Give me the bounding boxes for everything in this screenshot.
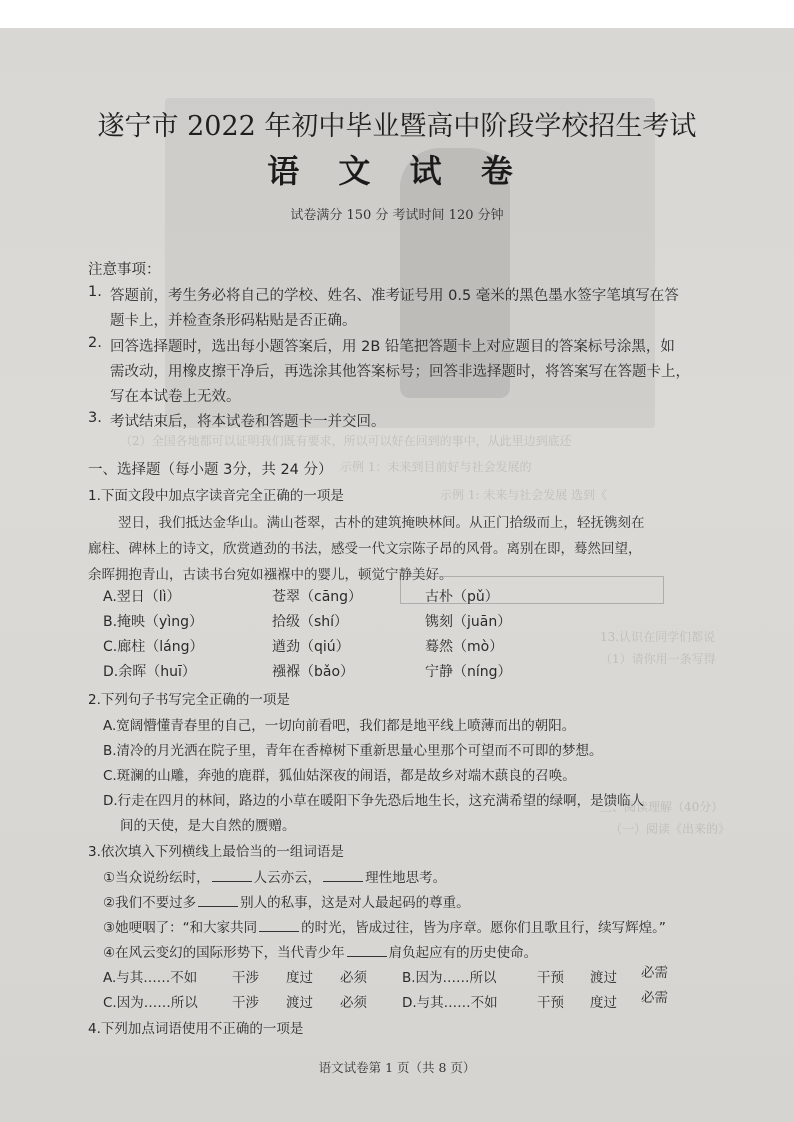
q3-option-d-w4: 必需 bbox=[641, 990, 668, 1006]
q1-option-b2: 拾级（shí） bbox=[272, 614, 349, 630]
q3-line-4 bbox=[103, 941, 537, 961]
q3-option-a-w2: 干涉 bbox=[232, 970, 259, 986]
q3-text: ④在风云变幻的国际形势下，当代青少年 bbox=[103, 945, 345, 961]
note-number: 2. bbox=[88, 335, 102, 351]
q3-text: ①当众说纷纭时， bbox=[103, 870, 210, 886]
q3-line-2 bbox=[103, 891, 470, 911]
note-number: 3. bbox=[88, 410, 102, 426]
q2-option-d: D.行走在四月的林间，路边的小草在暖阳下争先恐后地生长，这充满希望的绿啊，是馈临人 bbox=[103, 793, 645, 809]
q2-option-b: B.清冷的月光洒在院子里，青年在香樟树下重新思量心里那个可望而不可即的梦想。 bbox=[103, 743, 603, 759]
note-text: 答题前，考生务必将自己的学校、姓名、准考证号用 0.5 毫米的黑色墨水签字笔填写在答 bbox=[110, 288, 679, 304]
show-through-text: （2）全国各地都可以证明我们既有要求，所以可以好在回到的事中，从此里边到底还 bbox=[120, 434, 572, 448]
question-stem: 3.依次填入下列横线上最恰当的一组词语是 bbox=[88, 844, 344, 860]
q2-option-c: C.斑澜的山雕，奔弛的鹿群，狐仙姑深夜的闹语，都是故乡对端木蕻良的召唤。 bbox=[103, 768, 576, 784]
q3-option-b: B.因为……所以 bbox=[402, 970, 497, 986]
passage-line: 余晖拥抱青山，古读书台宛如襁褓中的婴儿，顿觉宁静美好。 bbox=[88, 567, 453, 583]
q1-option-c: C.廊柱（láng） bbox=[103, 639, 204, 655]
question-stem: 4.下列加点词语使用不正确的一项是 bbox=[88, 1021, 304, 1037]
q1-option-b: B.掩映（yìng） bbox=[103, 614, 203, 630]
q1-option-b3: 镌刻（juān） bbox=[425, 614, 512, 630]
exam-title: 遂宁市 2022 年初中毕业暨高中阶段学校招生考试 bbox=[97, 111, 697, 142]
q3-option-d: D.与其……不如 bbox=[402, 995, 498, 1011]
q3-option-b-w2: 干预 bbox=[537, 970, 564, 986]
show-through-text: 13.认识在同学们都说 bbox=[600, 630, 716, 644]
note-text: 题卡上，并检查条形码粘贴是否正确。 bbox=[110, 313, 357, 329]
show-through-text: 示例 1: 未来与社会发展 选到《 bbox=[440, 488, 608, 502]
page-footer: 语文试卷第 1 页（共 8 页） bbox=[318, 1060, 476, 1075]
q3-option-b-w3: 渡过 bbox=[590, 970, 617, 986]
blank bbox=[347, 944, 387, 957]
q3-text: 别人的私事，这是对人最起码的尊重。 bbox=[240, 895, 470, 911]
q3-option-a-w3: 度过 bbox=[286, 970, 313, 986]
question-stem: 1.下面文段中加点字读音完全正确的一项是 bbox=[88, 488, 344, 504]
show-through-text: 示例 1：未来到目前好与社会发展的 bbox=[340, 460, 532, 474]
q3-text: 理性地思考。 bbox=[365, 870, 447, 886]
q3-option-a: A.与其……不如 bbox=[103, 970, 198, 986]
q3-option-a-w4: 必须 bbox=[340, 970, 367, 986]
note-number: 1. bbox=[88, 284, 102, 300]
q3-text: ③她哽咽了：“和大家共同 bbox=[103, 920, 258, 936]
q1-option-a2: 苍翠（cāng） bbox=[272, 589, 363, 605]
question-stem: 2.下列句子书写完全正确的一项是 bbox=[88, 692, 290, 708]
show-through-text: （1）请你用一条写得 bbox=[600, 652, 716, 666]
q3-option-c: C.因为……所以 bbox=[103, 995, 198, 1011]
note-text: 回答选择题时，选出每小题答案后，用 2B 铅笔把答题卡上对应题目的答案标号涂黑，如 bbox=[110, 339, 675, 355]
blank bbox=[259, 919, 299, 932]
q3-text: ②我们不要过多 bbox=[103, 895, 197, 911]
q2-option-d-cont: 间的天使，是大自然的赝赠。 bbox=[120, 818, 296, 834]
q2-option-a: A.宽阔懵懂青春里的自己，一切向前看吧，我们都是地平线上喷薄而出的朝阳。 bbox=[103, 718, 576, 734]
show-through-text: 三、阅读理解（40分） bbox=[600, 800, 724, 814]
note-text: 写在本试卷上无效。 bbox=[110, 389, 241, 405]
q3-text: 的时光，皆成过往，皆为序章。愿你们且歌且行，续写辉煌。” bbox=[301, 920, 666, 936]
q3-option-d-w3: 度过 bbox=[590, 995, 617, 1011]
q3-text: 人云亦云， bbox=[253, 870, 322, 886]
q3-line-3 bbox=[103, 916, 666, 936]
q3-line-1 bbox=[103, 866, 446, 886]
exam-info: 试卷满分 150 分 考试时间 120 分钟 bbox=[290, 208, 504, 223]
q1-option-d3: 宁静（níng） bbox=[425, 664, 512, 680]
notes-heading: 注意事项： bbox=[88, 262, 161, 278]
blank bbox=[198, 894, 238, 907]
blank bbox=[212, 869, 252, 882]
note-text: 需改动，用橡皮擦干净后，再选涂其他答案标号；回答非选择题时，将答案写在答题卡上， bbox=[110, 364, 690, 380]
q1-option-d: D.余晖（huī） bbox=[103, 664, 196, 680]
passage-line: 翌日，我们抵达金华山。满山苍翠，古朴的建筑掩映林间。从正门拾级而上，轻抚镌刻在 bbox=[118, 515, 645, 531]
q1-option-a3: 古朴（pǔ） bbox=[425, 589, 499, 605]
q1-option-c2: 遒劲（qiú） bbox=[272, 639, 350, 655]
passage-line: 廊柱、碑林上的诗文，欣赏遒劲的书法，感受一代文宗陈子昂的风骨。离别在即，蓦然回望， bbox=[88, 541, 642, 557]
blank bbox=[323, 869, 363, 882]
q3-option-d-w2: 干预 bbox=[537, 995, 564, 1011]
q3-option-c-w4: 必须 bbox=[340, 995, 367, 1011]
section-heading: 一、选择题（每小题 3分，共 24 分） bbox=[88, 462, 333, 478]
exam-paper-sheet bbox=[0, 28, 794, 1122]
q3-option-c-w2: 干涉 bbox=[232, 995, 259, 1011]
show-through-text: （一）阅读《出来的》 bbox=[610, 822, 731, 836]
q1-option-c3: 蓦然（mò） bbox=[425, 639, 504, 655]
subject-title: 语 文 试 卷 bbox=[267, 152, 527, 190]
q3-text: 肩负起应有的历史使命。 bbox=[388, 945, 538, 961]
q3-option-b-w4: 必需 bbox=[641, 965, 668, 981]
q1-option-a: A.翌日（lì） bbox=[103, 589, 181, 605]
q1-option-d2: 襁褓（bǎo） bbox=[272, 664, 355, 680]
note-text: 考试结束后，将本试卷和答题卡一并交回。 bbox=[110, 414, 386, 430]
q3-option-c-w3: 渡过 bbox=[286, 995, 313, 1011]
